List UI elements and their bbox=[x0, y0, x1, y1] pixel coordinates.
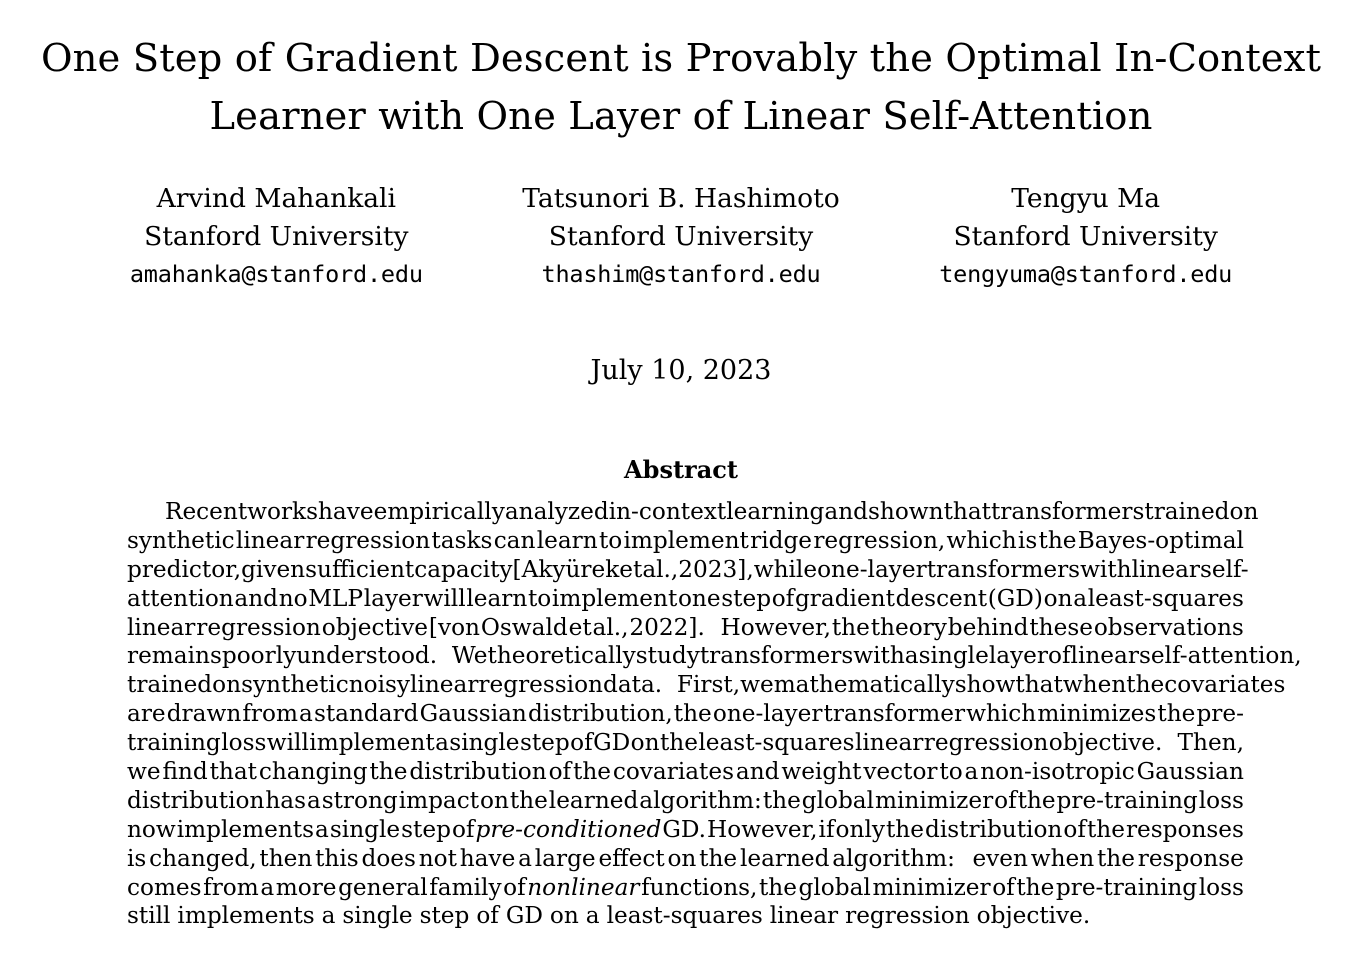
abstract-word: will bbox=[266, 729, 309, 757]
abstract-word: can bbox=[493, 526, 536, 554]
abstract-word: of bbox=[570, 729, 593, 757]
abstract-word: step bbox=[401, 815, 451, 843]
abstract-emphasis: pre-conditioned bbox=[475, 815, 662, 843]
abstract-word: a bbox=[435, 729, 449, 757]
abstract-word: the bbox=[509, 786, 548, 814]
abstract-word: strong bbox=[321, 786, 398, 814]
abstract-word: transformers bbox=[990, 498, 1145, 525]
abstract-word: we bbox=[127, 758, 161, 786]
abstract-line bbox=[127, 874, 1244, 903]
abstract-word: shown bbox=[868, 498, 944, 525]
abstract-word: implements bbox=[176, 815, 315, 843]
abstract-word: will bbox=[423, 584, 466, 612]
abstract-word: and bbox=[735, 758, 780, 786]
author-name: Arvind Mahankali bbox=[156, 183, 397, 214]
abstract-word: from bbox=[242, 700, 298, 728]
abstract-word: then bbox=[259, 844, 313, 872]
abstract-word: linear bbox=[127, 613, 196, 641]
abstract-word: a bbox=[315, 815, 329, 843]
author-affiliation: Stanford University bbox=[548, 221, 814, 252]
abstract-word: on bbox=[480, 786, 509, 814]
abstract-word: learn bbox=[466, 584, 528, 612]
abstract-word: algorithm: bbox=[639, 786, 762, 814]
abstract-word: the bbox=[573, 758, 611, 786]
author-affiliation: Stanford University bbox=[953, 221, 1218, 252]
abstract-word: single bbox=[918, 642, 989, 670]
abstract-word: GD. bbox=[662, 815, 707, 843]
abstract-word: the bbox=[699, 844, 738, 872]
abstract-word: even bbox=[957, 844, 1028, 872]
abstract-word: loss bbox=[1198, 786, 1244, 814]
abstract-word: Recent bbox=[165, 498, 248, 525]
abstract-word: noisy bbox=[348, 671, 411, 699]
abstract-word: we bbox=[740, 671, 774, 699]
abstract-line bbox=[127, 758, 1244, 787]
abstract-word: in-context bbox=[608, 498, 727, 525]
abstract-word: al., bbox=[642, 555, 679, 583]
abstract-word: et bbox=[568, 613, 592, 641]
abstract-word: is bbox=[127, 844, 147, 872]
abstract-word: learned bbox=[548, 786, 639, 814]
abstract-word: pre-training bbox=[1055, 873, 1198, 901]
abstract-word: 2022]. bbox=[629, 613, 705, 641]
abstract-word: mathematically bbox=[773, 671, 955, 699]
author-affiliation: Stanford University bbox=[144, 221, 409, 252]
abstract-word: data. bbox=[603, 671, 663, 699]
abstract-word: layer bbox=[988, 642, 1048, 670]
abstract-word: step bbox=[519, 729, 570, 757]
author-email[interactable]: amahanka@stanford.edu bbox=[129, 260, 423, 288]
abstract-word: poorly bbox=[221, 642, 297, 670]
abstract-line bbox=[127, 555, 1249, 585]
abstract-word: linear bbox=[1070, 642, 1139, 670]
abstract-line bbox=[127, 585, 1244, 614]
abstract-word: which bbox=[946, 526, 1017, 554]
abstract-word: the bbox=[1096, 844, 1135, 872]
abstract-word: remains bbox=[127, 642, 222, 670]
abstract-word: However, bbox=[707, 815, 818, 843]
abstract-word: regression bbox=[196, 613, 321, 641]
author-block bbox=[74, 180, 1288, 292]
author-email[interactable]: thashim@stanford.edu bbox=[541, 260, 821, 288]
abstract-word: a bbox=[299, 700, 313, 728]
abstract-word: works bbox=[247, 498, 318, 525]
abstract-word: show bbox=[954, 671, 1016, 699]
abstract-word: the bbox=[1157, 700, 1196, 728]
abstract-word: that bbox=[1015, 671, 1063, 699]
author-column bbox=[479, 180, 884, 292]
abstract-word: minimizer bbox=[872, 873, 991, 901]
abstract-word: the bbox=[831, 613, 870, 641]
abstract-word: study bbox=[635, 642, 700, 670]
abstract-word: least-squares bbox=[606, 902, 763, 930]
abstract-word: understood. bbox=[296, 642, 438, 670]
abstract-word: that bbox=[209, 758, 257, 786]
abstract-word: covariates bbox=[612, 758, 734, 786]
abstract-word: However, bbox=[705, 613, 831, 641]
abstract-word: implement bbox=[309, 729, 435, 757]
abstract-word: 2023], bbox=[678, 555, 754, 583]
abstract-word: is bbox=[1017, 526, 1038, 554]
abstract-word: Oswald bbox=[480, 613, 568, 641]
abstract-line bbox=[127, 527, 1244, 556]
abstract-word: one-layer bbox=[712, 700, 823, 728]
abstract-word: a bbox=[321, 902, 336, 930]
abstract-word: the bbox=[1016, 873, 1055, 901]
abstract-word: only bbox=[835, 815, 885, 843]
abstract-word: this bbox=[315, 844, 359, 872]
abstract-word: [von bbox=[428, 613, 480, 641]
abstract-line bbox=[127, 845, 1244, 874]
abstract-line bbox=[127, 642, 1302, 671]
abstract-word: changing bbox=[258, 758, 368, 786]
abstract-word: objective. bbox=[1048, 729, 1163, 757]
abstract-word: that bbox=[943, 498, 991, 525]
abstract-word: observations bbox=[1093, 613, 1244, 641]
abstract-word: linear bbox=[1131, 555, 1200, 583]
abstract-word: self- bbox=[1200, 555, 1249, 583]
abstract-word: non-isotropic bbox=[980, 758, 1135, 786]
abstract-word: on bbox=[667, 844, 697, 872]
abstract-word: impact bbox=[398, 786, 480, 814]
abstract-word: more bbox=[275, 873, 337, 901]
abstract-word: are bbox=[127, 700, 166, 728]
abstract-word: of bbox=[503, 873, 526, 901]
abstract-word: GD bbox=[505, 902, 543, 930]
abstract-word: synthetic bbox=[241, 671, 349, 699]
abstract-word: least-squares bbox=[1087, 584, 1244, 612]
abstract-word: the bbox=[659, 729, 698, 757]
abstract-word: of bbox=[771, 584, 795, 612]
abstract-word: self-attention, bbox=[1138, 642, 1302, 670]
publication-date: July 10, 2023 bbox=[590, 355, 772, 386]
abstract-word: objective. bbox=[976, 902, 1091, 930]
abstract-word: linear bbox=[769, 902, 839, 930]
abstract-word: if bbox=[818, 815, 835, 843]
abstract-word: single bbox=[342, 902, 413, 930]
abstract-line bbox=[127, 700, 1244, 729]
abstract-word: which bbox=[966, 700, 1037, 728]
abstract-word: to bbox=[939, 758, 963, 786]
abstract-line bbox=[127, 498, 1259, 527]
abstract-word: on bbox=[630, 729, 660, 757]
abstract-word: vector bbox=[863, 758, 938, 786]
abstract-word: single bbox=[449, 729, 520, 757]
abstract-line bbox=[127, 787, 1244, 816]
abstract-word: distribution bbox=[127, 786, 265, 814]
abstract-word: of bbox=[548, 758, 572, 786]
abstract-word: on bbox=[1043, 584, 1073, 612]
abstract-word: linear bbox=[410, 671, 479, 699]
abstract-word: theory bbox=[870, 613, 947, 641]
abstract-word: the bbox=[1017, 786, 1056, 814]
abstract-word: the bbox=[885, 815, 924, 843]
abstract-word: (GD) bbox=[987, 584, 1043, 612]
abstract-word: covariates bbox=[1164, 671, 1286, 699]
abstract-word: Gaussian bbox=[419, 700, 527, 728]
abstract-word: distribution bbox=[924, 815, 1063, 843]
abstract-word: a bbox=[518, 844, 532, 872]
abstract-word: global bbox=[801, 786, 875, 814]
abstract-word: of bbox=[451, 815, 475, 843]
abstract-word: the bbox=[1038, 526, 1077, 554]
author-name: Tatsunori B. Hashimoto bbox=[522, 183, 840, 214]
abstract-word: al., bbox=[592, 613, 629, 641]
abstract-word: while bbox=[753, 555, 818, 583]
abstract-line bbox=[127, 902, 1244, 931]
abstract-word: Bayes-optimal bbox=[1077, 526, 1244, 554]
abstract-word: does bbox=[361, 844, 416, 872]
author-name: Tengyu Ma bbox=[1011, 183, 1161, 214]
abstract-word: one-layer bbox=[817, 555, 927, 583]
abstract-word: behind bbox=[947, 613, 1029, 641]
abstract-word: to bbox=[527, 584, 552, 612]
abstract-word: trained bbox=[127, 671, 213, 699]
abstract-word: loss bbox=[221, 729, 267, 757]
abstract-word: of bbox=[476, 902, 499, 930]
abstract-word: comes bbox=[127, 873, 202, 901]
abstract-word: transformers bbox=[926, 555, 1081, 583]
abstract-word: algorithm: bbox=[832, 844, 955, 872]
abstract-word: Gaussian bbox=[1136, 758, 1244, 786]
abstract-word: with bbox=[853, 642, 905, 670]
abstract-word: MLP bbox=[308, 584, 364, 612]
abstract-word: have bbox=[459, 844, 516, 872]
author-column bbox=[74, 180, 479, 292]
abstract-word: pre- bbox=[1196, 700, 1244, 728]
abstract-word: transformers bbox=[699, 642, 854, 670]
abstract-word: has bbox=[265, 786, 306, 814]
page-title bbox=[40, 30, 1322, 146]
abstract-word: a bbox=[585, 902, 600, 930]
abstract-line bbox=[127, 729, 1244, 758]
abstract-word: et bbox=[619, 555, 643, 583]
abstract-word: regression, bbox=[813, 526, 946, 554]
abstract-body bbox=[127, 498, 1302, 931]
abstract-word: analyzed bbox=[504, 498, 609, 525]
abstract-word: descent bbox=[895, 584, 988, 612]
abstract-word: the bbox=[673, 700, 712, 728]
abstract-word: of bbox=[992, 873, 1015, 901]
abstract-word: family bbox=[429, 873, 502, 901]
abstract-word: one bbox=[677, 584, 721, 612]
abstract-word: empirically bbox=[373, 498, 505, 525]
abstract-word: predictor, bbox=[127, 555, 242, 583]
abstract-word: sufficient bbox=[305, 555, 415, 583]
abstract-word: GD bbox=[593, 729, 631, 757]
abstract-word: a bbox=[1073, 584, 1088, 612]
author-column bbox=[883, 180, 1288, 292]
abstract-word: implement bbox=[623, 526, 749, 554]
abstract-word: weight bbox=[781, 758, 862, 786]
abstract-emphasis: nonlinear bbox=[527, 873, 640, 901]
abstract-word: synthetic bbox=[127, 526, 235, 554]
abstract-word: given bbox=[241, 555, 306, 583]
abstract-word: large bbox=[534, 844, 596, 872]
abstract-word: regression bbox=[845, 902, 970, 930]
abstract-word: drawn bbox=[166, 700, 242, 728]
abstract-word: regression bbox=[478, 671, 603, 699]
abstract-word: with bbox=[1080, 555, 1132, 583]
abstract-word: gradient bbox=[794, 584, 895, 612]
abstract-word: learn bbox=[536, 526, 598, 554]
abstract-word: step bbox=[419, 902, 470, 930]
abstract-word: regression bbox=[923, 729, 1049, 757]
abstract-word: the bbox=[369, 758, 408, 786]
abstract-word: trained bbox=[1144, 498, 1230, 525]
abstract-word: attention bbox=[127, 584, 234, 612]
abstract-word: and bbox=[824, 498, 868, 525]
abstract-word: global bbox=[798, 873, 871, 901]
abstract-word: a bbox=[964, 758, 979, 786]
abstract-word: least-squares bbox=[698, 729, 855, 757]
page-title-line-1: One Step of Gradient Descent is Provably the Optimal In-Context bbox=[40, 36, 1322, 81]
abstract-word: the bbox=[762, 786, 801, 814]
abstract-word: when bbox=[1030, 844, 1095, 872]
abstract-word: distribution, bbox=[527, 700, 673, 728]
abstract-word: Then, bbox=[1162, 729, 1244, 757]
abstract-word: step bbox=[721, 584, 772, 612]
abstract-word: theoretically bbox=[487, 642, 636, 670]
abstract-word: tasks bbox=[431, 526, 493, 554]
abstract-word: and bbox=[234, 584, 279, 612]
abstract-word: minimizes bbox=[1037, 700, 1157, 728]
abstract-word: learning bbox=[726, 498, 825, 525]
abstract-word: linear bbox=[854, 729, 924, 757]
abstract-word: the bbox=[1126, 671, 1165, 699]
abstract-word: transformer bbox=[823, 700, 966, 728]
abstract-word: a bbox=[260, 873, 275, 901]
abstract-word: still bbox=[127, 902, 171, 930]
abstract-word: implements bbox=[177, 902, 315, 930]
abstract-word: [Akyürek bbox=[512, 555, 620, 583]
abstract-word: loss bbox=[1198, 873, 1244, 901]
abstract-word: capacity bbox=[414, 555, 513, 583]
abstract-word: on bbox=[549, 902, 579, 930]
abstract-word: the bbox=[758, 873, 797, 901]
abstract-word: find bbox=[162, 758, 208, 786]
abstract-word: functions, bbox=[641, 873, 758, 901]
abstract-word: learned bbox=[739, 844, 830, 872]
abstract-word: distribution bbox=[409, 758, 547, 786]
abstract-word: minimizer bbox=[874, 786, 994, 814]
abstract-word: standard bbox=[313, 700, 419, 728]
abstract-word: the bbox=[1086, 815, 1125, 843]
abstract-word: response bbox=[1137, 844, 1244, 872]
abstract-word: regression bbox=[305, 526, 431, 554]
abstract-line bbox=[127, 816, 1244, 845]
abstract-word: layer bbox=[363, 584, 423, 612]
abstract-word: no bbox=[278, 584, 308, 612]
abstract-word: implement bbox=[551, 584, 678, 612]
abstract-word: a bbox=[904, 642, 919, 670]
abstract-word: a bbox=[306, 786, 321, 814]
author-email[interactable]: tengyuma@stanford.edu bbox=[939, 260, 1233, 288]
abstract-word: pre-training bbox=[1056, 786, 1198, 814]
abstract-word: First, bbox=[662, 671, 741, 699]
abstract-word: responses bbox=[1125, 815, 1244, 843]
abstract-word: objective bbox=[321, 613, 429, 641]
abstract-word: changed, bbox=[149, 844, 257, 872]
abstract-heading: Abstract bbox=[624, 455, 738, 484]
abstract-word: linear bbox=[235, 526, 305, 554]
abstract-word: not bbox=[418, 844, 457, 872]
abstract-word: on bbox=[1229, 498, 1259, 525]
abstract-line bbox=[127, 671, 1286, 700]
abstract-word: effect bbox=[598, 844, 665, 872]
abstract-word: We bbox=[437, 642, 488, 670]
abstract-word: of bbox=[1063, 815, 1086, 843]
abstract-word: on bbox=[212, 671, 242, 699]
abstract-word: from bbox=[203, 873, 259, 901]
abstract-word: have bbox=[318, 498, 374, 525]
abstract-line bbox=[127, 614, 1244, 643]
abstract-word: single bbox=[329, 815, 401, 843]
abstract-word: to bbox=[598, 526, 623, 554]
abstract-word: now bbox=[127, 815, 176, 843]
abstract-word: general bbox=[338, 873, 428, 901]
abstract-word: when bbox=[1062, 671, 1127, 699]
abstract-word: training bbox=[127, 729, 221, 757]
abstract-word: these bbox=[1029, 613, 1093, 641]
abstract-word: ridge bbox=[750, 526, 813, 554]
abstract-word: of bbox=[994, 786, 1017, 814]
abstract-word: of bbox=[1047, 642, 1071, 670]
page-title-line-2: Learner with One Layer of Linear Self-Attention bbox=[209, 94, 1153, 139]
